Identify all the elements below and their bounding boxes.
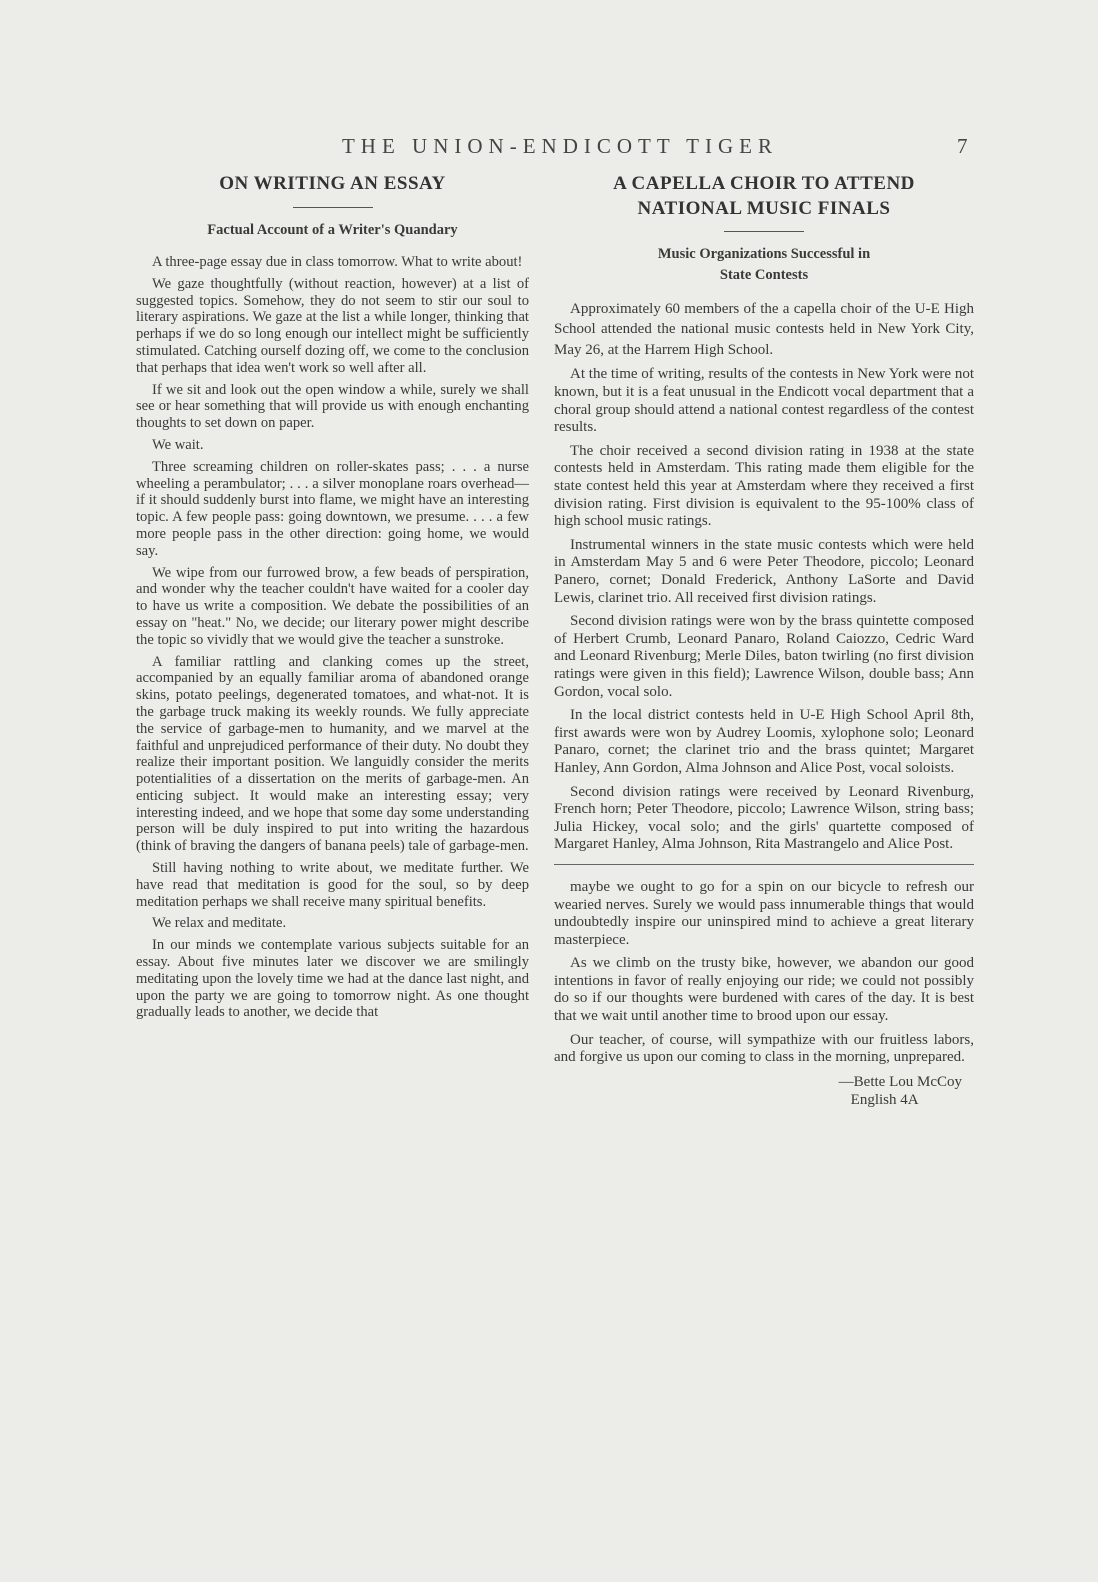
author-class: English 4A	[850, 1091, 919, 1108]
continued-paragraph: maybe we ought to go for a spin on our bicycle to refresh our wearied nerves. Surely we would pass innumerable things that would undoubtedly inspire our uninspired mind to achieve a great literary masterpiece.	[554, 878, 974, 948]
paragraph: If we sit and look out the open window a while, surely we shall see or hear something that will provide us with enough enchanting thoughts to set down on paper.	[136, 381, 529, 432]
paragraph: In the local district contests held in U-E High School April 8th, first awards were won by Audrey Loomis, xylophone solo; Leonard Panaro, cornet; the clarinet trio and the brass quintet; Margaret Hanley, Ann Gordon, Alma Johnson and Alice Post, vocal soloists.	[554, 707, 974, 776]
article-subtitle	[554, 244, 974, 285]
continued-paragraph: As we climb on the trusty bike, however, we abandon our good intentions in favor of really enjoying our ride; we could not possibly do so if our thoughts were burdened with cares of the day. It is best that we wait until another time to brood upon our essay.	[554, 955, 974, 1025]
paragraph: Second division ratings were won by the brass quintette composed of Herbert Crumb, Leonard Panaro, Roland Caiozzo, Cedric Ward and Leonard Rivenburg; Merle Diles, baton twirling (no first division ratings were given in this field); Lawrence Wilson, double bass; Ann Gordon, vocal solo.	[554, 613, 974, 700]
paragraph: A three-page essay due in class tomorrow. What to write about!	[152, 253, 523, 270]
article-title-line-2: NATIONAL MUSIC FINALS	[637, 197, 891, 219]
essay-title: ON WRITING AN ESSAY	[219, 173, 446, 194]
paragraph: We wait.	[152, 436, 204, 453]
title-rule	[293, 207, 373, 208]
article-subtitle-line-1: Music Organizations Successful in	[657, 246, 871, 263]
paragraph: We gaze thoughtfully (without reaction, however) at a list of suggested topics. Somehow, they do not seem to stir our soul to literary aspirations. We gaze at the list a while longer, thinking that perhaps if we do so long enough our intellect might be sufficiently stimulated. Catching ourself dozing off, we come to the conclusion that perhaps that idea wen't work so well after all.	[136, 275, 529, 376]
paragraph: At the time of writing, results of the contests in New York were not known, but it is a feat unusual in the Endicott vocal department that a choral group should attend a national contest regardless of the contest results.	[554, 366, 974, 436]
article-subtitle-line-2: State Contests	[719, 266, 809, 283]
paragraph: Instrumental winners in the state music contests which were held in Amsterdam May 5 and 6 were Peter Theodore, piccolo; Leonard Panero, cornet; Donald Frederick, Anthony LaSorte and David Lewis, clarinet trio. All received first division ratings.	[554, 536, 974, 606]
page-number: 7	[957, 134, 968, 158]
title-rule	[724, 231, 804, 232]
paragraph: Approximately 60 members of the a capella choir of the U-E High School attended the national music contests held in New York City, May 26, at the Harrem High School.	[554, 300, 974, 358]
byline	[554, 1073, 974, 1109]
paragraph: Three screaming children on roller-skates pass; . . . a nurse wheeling a perambulator; . . . a silver monoplane roars overhead—if it should suddenly burst into flame, we might have an interesting topic. A few people pass: going downtown, we presume. . . . a few more people pass in the other direction: going home, we would say.	[136, 458, 529, 559]
paragraph: We wipe from our furrowed brow, a few beads of perspiration, and wonder why the teacher couldn't have waited for a cooler day to have us write a composition. We debate the possibilities of an essay on "heat." No, we decide; our literary power might describe the topic so vividly that we would give the teacher a sunstroke.	[136, 564, 529, 648]
author-name: —Bette Lou McCoy	[838, 1073, 962, 1090]
left-column	[136, 172, 529, 1026]
paragraph: The choir received a second division rating in 1938 at the state contests held in Amsterdam. This rating made them eligible for the state contest held this year at Amsterdam where they received a first division rating. First division is equivalent to the 95-100% class of high school music ratings.	[554, 442, 974, 530]
paragraph: In our minds we contemplate various subjects suitable for an essay. About five minutes later we discover we are smilingly meditating upon the lovely time we had at the dance last night, and upon the party we are going to tomorrow night. As one thought gradually leads to another, we decide that	[136, 937, 529, 1021]
continued-paragraph: Our teacher, of course, will sympathize with our fruitless labors, and forgive us upon our coming to class in the morning, unprepared.	[554, 1031, 974, 1066]
essay-subtitle: Factual Account of a Writer's Quandary	[207, 221, 458, 238]
paragraph: Second division ratings were received by Leonard Rivenburg, French horn; Peter Theodore, piccolo; Lawrence Wilson, string bass; Julia Hickey, vocal solo; and the girls' quartette composed of Margaret Hanley, Alma Johnson, Rita Mastrangelo and Alice Post.	[554, 783, 974, 853]
masthead: THE UNION-ENDICOTT TIGER	[341, 134, 778, 158]
paragraph: We relax and meditate.	[152, 915, 287, 932]
paragraph: Still having nothing to write about, we meditate further. We have read that meditation is good for the soul, so by deep meditation perhaps we shall receive many spiritual benefits.	[136, 860, 529, 910]
article-title	[554, 172, 974, 221]
column-divider	[554, 864, 974, 865]
article-title-line-1: A CAPELLA CHOIR TO ATTEND	[613, 173, 915, 194]
paragraph: A familiar rattling and clanking comes up the street, accompanied by an equally familiar aroma of abandoned orange skins, potato peelings, degenerated tomatoes, and what-not. It is the garbage truck making its weekly rounds. We fully appreciate the service of garbage-men to humanity, and we marvel at the faithful and unprejudiced performance of their duty. No doubt they realize their important position. We languidly consider the merits potentialities of a dissertation on the merits of garbage-men. An enticing subject. It would make an interesting essay; very interesting indeed, and we hope that some day some understanding person will be duly inspired to put into writing the hazardous (think of braving the dangers of banana peels) tale of garbage-men.	[136, 653, 529, 855]
right-column	[554, 172, 974, 1109]
